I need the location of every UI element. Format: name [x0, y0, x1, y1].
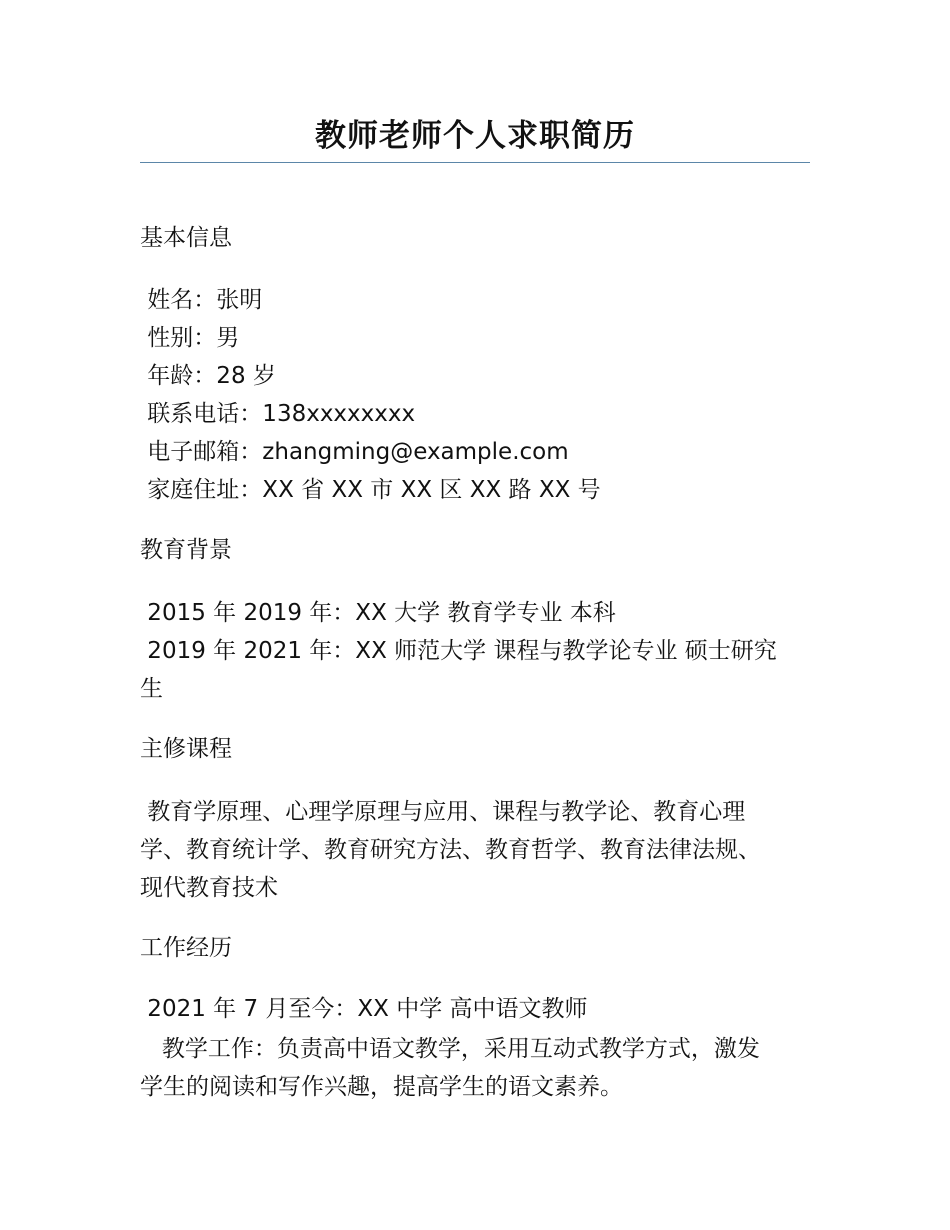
- education-item: 2019 年 2021 年：XX 师范大学 课程与教学论专业 硕士研究: [140, 638, 777, 664]
- section-heading-work: 工作经历: [140, 935, 232, 961]
- document-title: 教师老师个人求职简历: [315, 118, 635, 154]
- work-description: 学生的阅读和写作兴趣，提高学生的语文素养。: [140, 1074, 623, 1100]
- education-item-continued: 生: [140, 676, 163, 702]
- section-heading-basic-info: 基本信息: [140, 225, 232, 251]
- info-phone: 联系电话：138xxxxxxxx: [140, 401, 416, 427]
- education-item: 2015 年 2019 年：XX 大学 教育学专业 本科: [140, 600, 616, 626]
- courses-text: 学、教育统计学、教育研究方法、教育哲学、教育法律法规、: [140, 837, 761, 863]
- info-email: 电子邮箱：zhangming@example.com: [140, 439, 569, 465]
- work-position: 2021 年 7 月至今：XX 中学 高中语文教师: [140, 996, 588, 1022]
- info-age: 年龄：28 岁: [140, 363, 276, 389]
- courses-text: 教育学原理、心理学原理与应用、课程与教学论、教育心理: [140, 799, 746, 825]
- courses-text: 现代教育技术: [140, 875, 278, 901]
- section-heading-education: 教育背景: [140, 537, 232, 563]
- info-address: 家庭住址：XX 省 XX 市 XX 区 XX 路 XX 号: [140, 477, 601, 503]
- section-heading-courses: 主修课程: [140, 736, 232, 762]
- info-gender: 性别：男: [140, 325, 240, 351]
- title-underline: [140, 162, 810, 163]
- work-description: 教学工作：负责高中语文教学，采用互动式教学方式，激发: [140, 1036, 760, 1062]
- info-name: 姓名：张明: [140, 287, 263, 313]
